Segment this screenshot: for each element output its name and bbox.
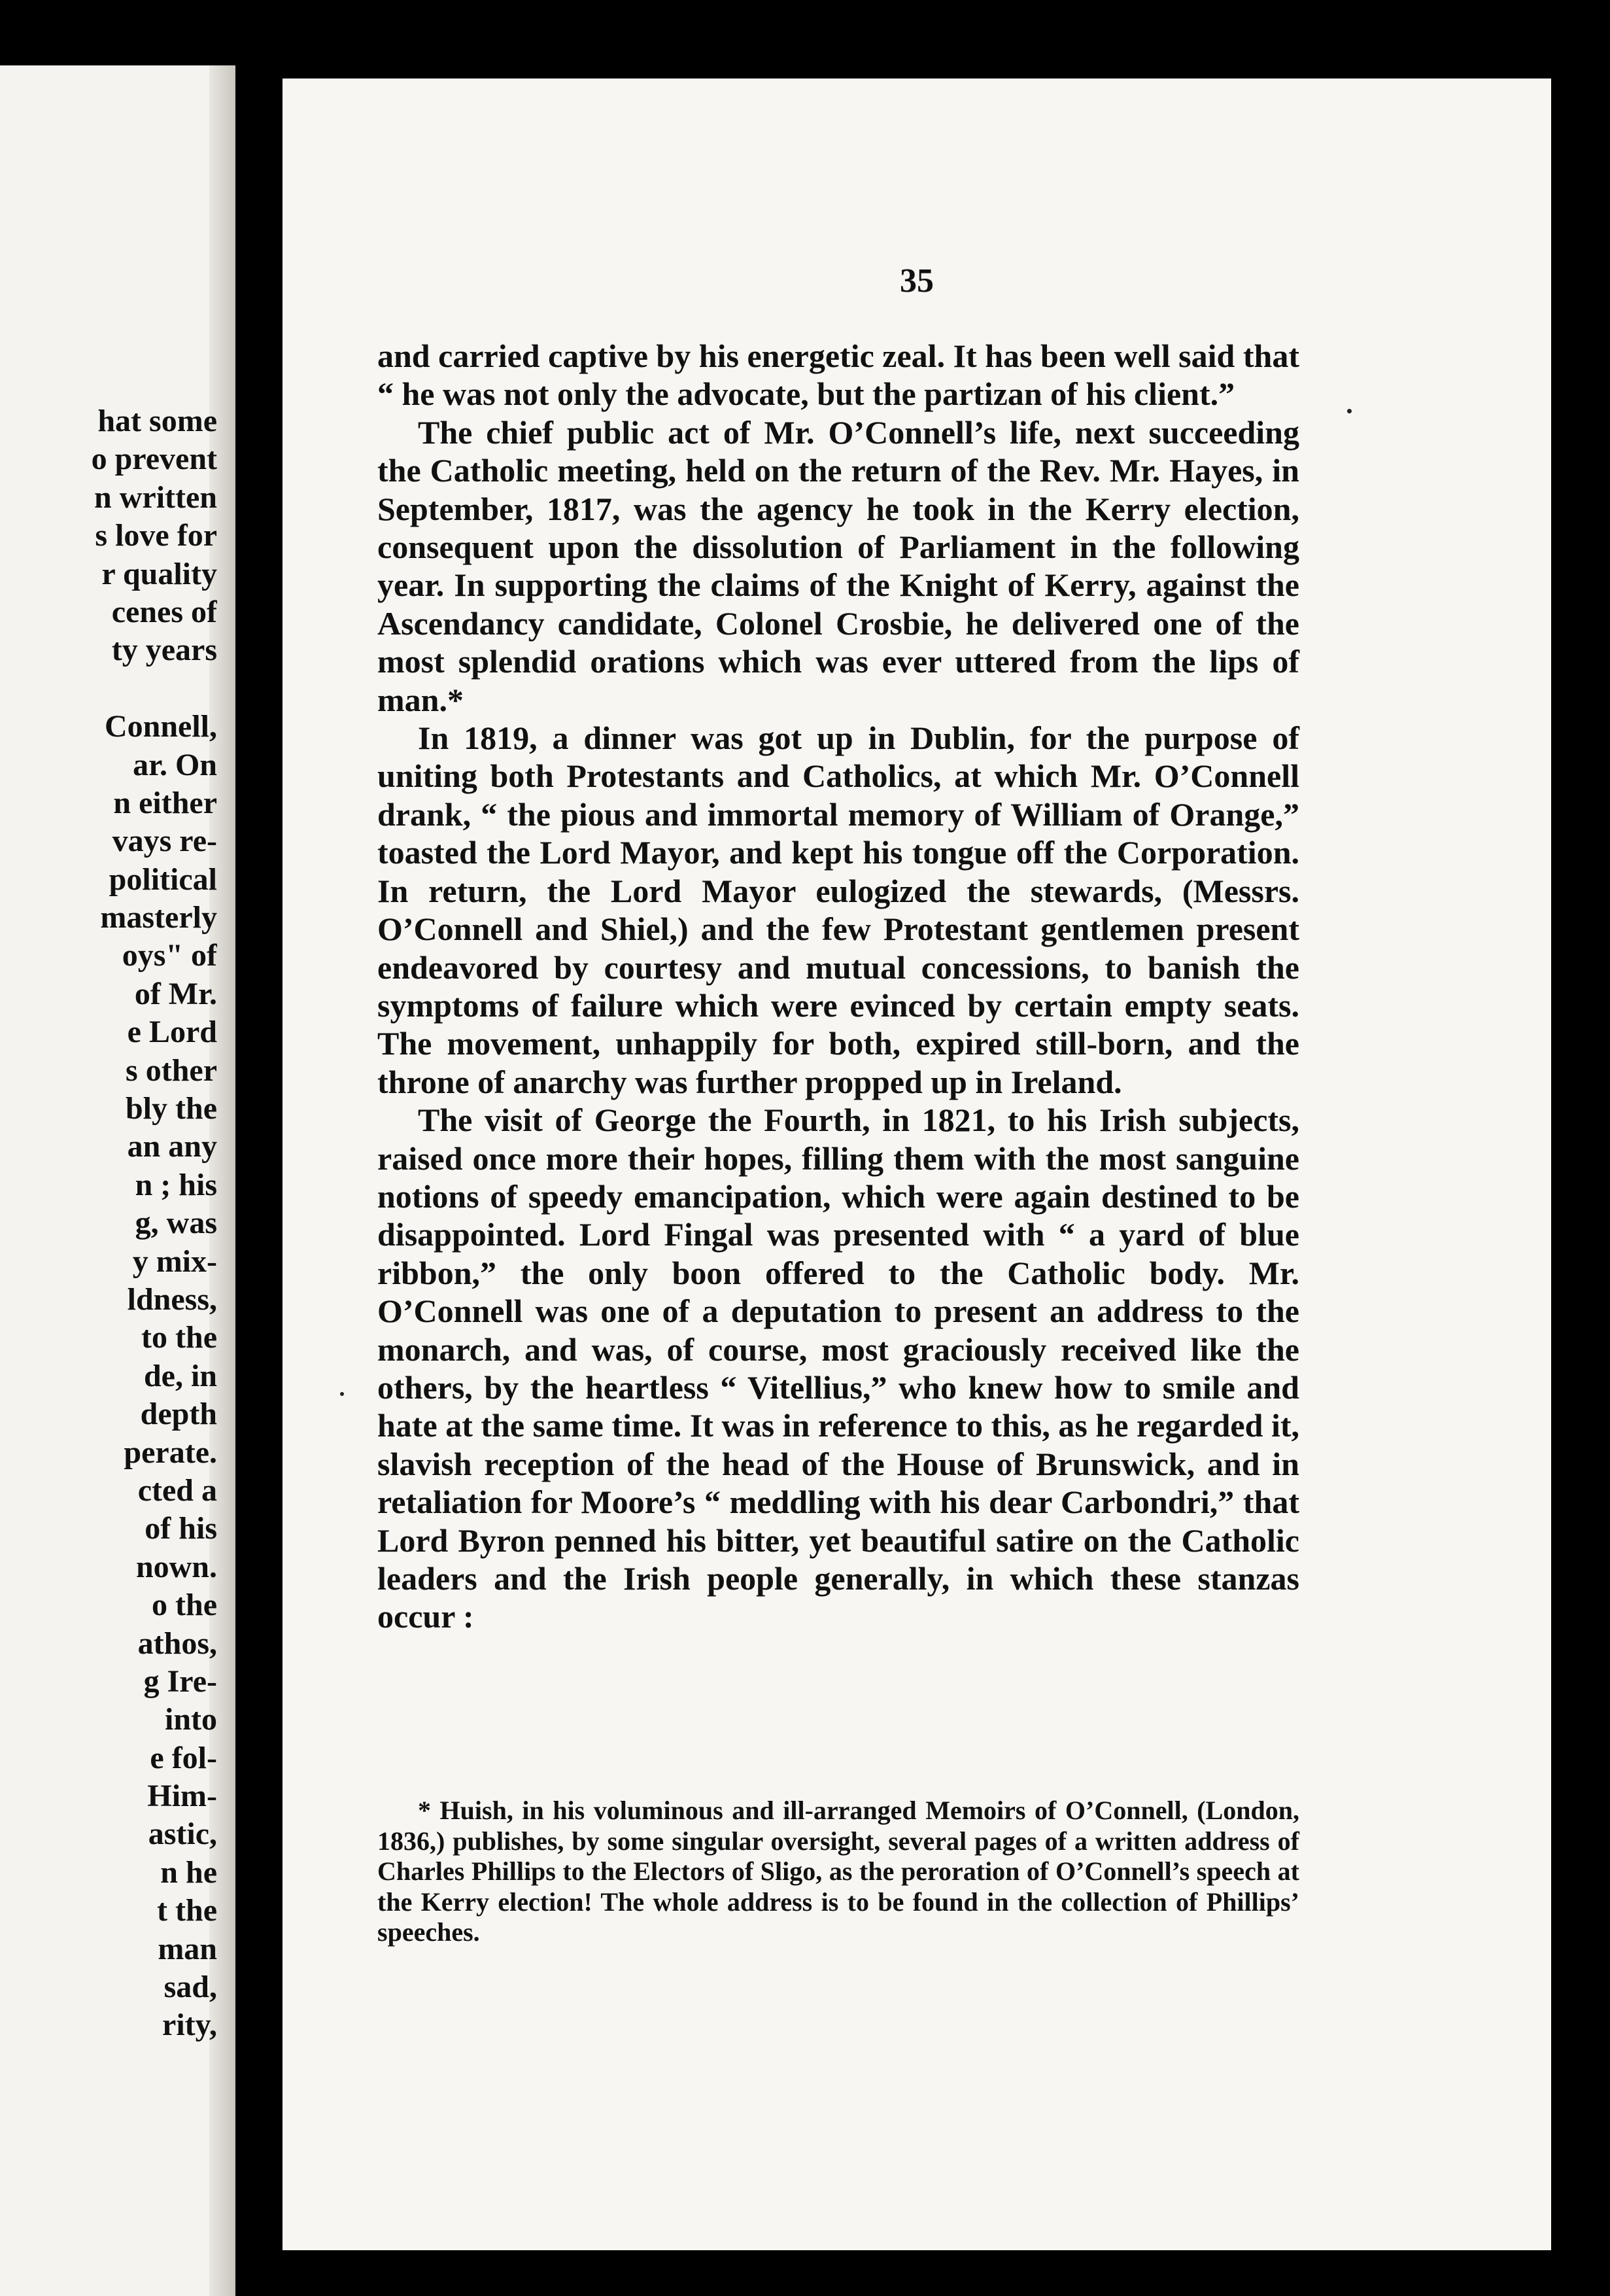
left-line: hat some [97, 404, 217, 438]
left-line: Him- [147, 1779, 217, 1814]
left-line: t the [157, 1893, 217, 1928]
left-line: Connell, [104, 709, 217, 744]
scan-speck [340, 1392, 344, 1396]
left-line: cted a [137, 1472, 217, 1508]
left-line: bly the [125, 1091, 217, 1126]
left-line: o the [152, 1588, 217, 1623]
left-line: political [109, 861, 217, 897]
right-page [283, 78, 1551, 2250]
left-page-text [0, 402, 217, 2045]
left-paragraph-gap [0, 670, 217, 708]
left-line: y mix- [132, 1244, 217, 1279]
left-line: e fol- [150, 1740, 217, 1775]
page-number: 35 [900, 262, 934, 300]
left-line: rity, [162, 2008, 217, 2043]
left-line: s other [126, 1052, 217, 1088]
left-line: vays re- [112, 824, 217, 859]
left-line: athos, [137, 1626, 217, 1661]
left-line: n ; his [135, 1167, 217, 1202]
left-line: masterly [100, 900, 217, 935]
left-line: into [164, 1702, 217, 1737]
paragraph: In 1819, a dinner was got up in Dublin, for the purpose of uniting both Protestants and Catholics, at which Mr. O’Connell drank, “ the pious and immortal memory of William of Orange,” toasted the Lord Mayor, and kept his tongue off the Corporation. In return, the Lord Mayor eulogized the stewards, (Messrs. O’Connell and Shiel,) and the few Protestant gentlemen present endeavored by courtesy and mutual concessions, to banish the symptoms of failure which were evinced by certain empty seats. The movement, unhappily for both, expired still-born, and the throne of anarchy was further propped up in Ireland. [377, 720, 1299, 1100]
left-line: e Lord [127, 1015, 217, 1050]
left-line: n he [160, 1854, 217, 1890]
scan-speck [1347, 409, 1352, 413]
left-line: r quality [101, 556, 217, 591]
footnote [377, 1796, 1299, 1948]
left-line: g, was [135, 1206, 217, 1241]
left-line: ldness, [127, 1281, 217, 1317]
paragraph: and carried captive by his energetic zeal. It has been well said that “ he was not only the advocate, but the partizan of his client.” [377, 338, 1299, 413]
left-line: of his [145, 1511, 217, 1546]
left-line: depth [140, 1397, 217, 1432]
paragraph: The visit of George the Fourth, in 1821, to his Irish subjects, raised once more their hopes, filling them with the most sanguine notions of speedy emancipation, which were again destined to be disappointed. Lord Fingal was presented with “ a yard of blue ribbon,” the only boon offered to the Catholic body. Mr. O’Connell was one of a deputation to present an address to the monarch, and was, of course, most graciously received like the others, by the heartless “ Vitellius,” who knew how to smile and hate at the same time. It was in reference to this, as he regarded it, slavish reception of the head of the House of Brunswick, and in retaliation for Moore’s “ meddling with his dear Carbondri,” that Lord Byron penned his bitter, yet beautiful satire on the Catholic leaders and the Irish people generally, in which these stanzas occur : [377, 1102, 1299, 1635]
paragraph: The chief public act of Mr. O’Connell’s life, next succeeding the Catholic meeting, held on the return of the Rev. Mr. Hayes, in September, 1817, was the agency he took in the Kerry election, consequent upon the dissolution of Parliament in the following year. In supporting the claims of the Knight of Kerry, against the Ascendancy candidate, Colonel Crosbie, he delivered one of the most splendid orations which was ever uttered from the lips of man.* [377, 413, 1299, 718]
left-line: an any [127, 1129, 217, 1164]
left-line: ar. On [133, 747, 217, 782]
left-line: perate. [124, 1435, 217, 1470]
left-line: sad, [163, 1970, 217, 2005]
left-line: de, in [143, 1358, 217, 1393]
footnote-text: * Huish, in his voluminous and ill-arranged Memoirs of O’Connell, (London, 1836,) publishes, by some singular oversight, several pages of a written address of Charles Phillips to the Electors of Sligo, as the peroration of O’Connell’s speech at the Kerry election! The whole address is to be found in the collection of Phillips’ speeches. [377, 1796, 1299, 1947]
left-page-fragment [0, 65, 235, 2296]
left-line: of Mr. [134, 976, 217, 1011]
left-line: to the [141, 1320, 217, 1355]
left-line: cenes of [111, 594, 217, 629]
left-line: oys" of [122, 938, 217, 973]
left-line: o prevent [91, 442, 217, 477]
left-line: s love for [95, 518, 217, 553]
left-line: g Ire- [143, 1663, 217, 1699]
left-line: n either [113, 785, 217, 820]
left-line: nown. [135, 1549, 217, 1584]
body-text [377, 337, 1299, 1636]
left-line: astic, [148, 1817, 217, 1852]
left-line: ty years [111, 633, 217, 668]
left-line: n written [94, 479, 217, 515]
left-line: man [158, 1931, 217, 1966]
